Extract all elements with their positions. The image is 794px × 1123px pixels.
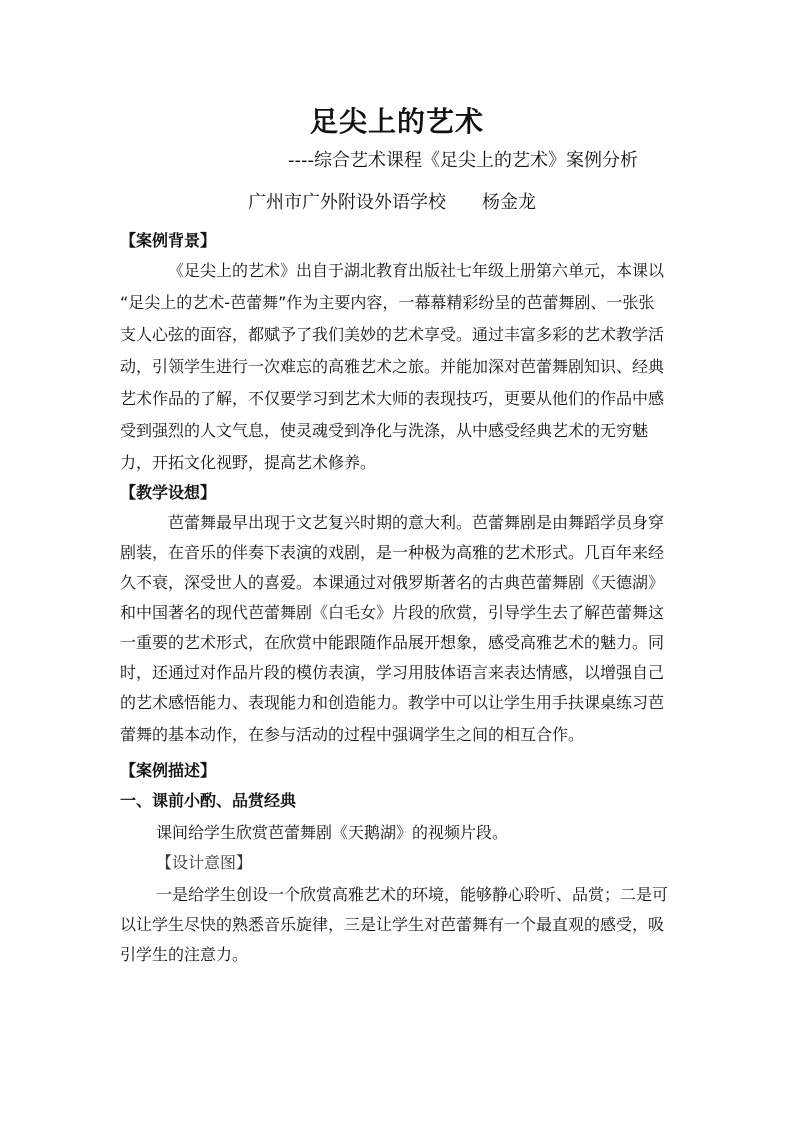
author-name: 杨金龙 <box>482 192 536 213</box>
design-line: 剧装，在音乐的伴奏下表演的戏剧，是一种极为高雅的艺术形式。几百年来经 <box>120 543 665 562</box>
description-heading: 【案例描述】 <box>120 761 217 780</box>
background-line: 动，引领学生进行一次难忘的高雅艺术之旅。并能加深对芭蕾舞剧知识、经典 <box>120 357 665 376</box>
design-line: 芭蕾舞最早出现于文艺复兴时期的意大利。芭蕾舞剧是由舞蹈学员身穿 <box>168 513 665 532</box>
design-heading: 【教学设想】 <box>120 483 217 502</box>
school-name: 广州市广外附设外语学校 <box>248 192 446 213</box>
background-line: 支人心弦的面容，都赋予了我们美妙的艺术享受。通过丰富多彩的艺术教学活 <box>120 325 665 344</box>
background-line: 受到强烈的人文气息，使灵魂受到净化与洗涤，从中感受经典艺术的无穷魅 <box>120 421 649 440</box>
background-line: 《足尖上的艺术》出自于湖北教育出版社七年级上册第六单元，本课以 <box>168 261 665 280</box>
author-line <box>248 188 536 214</box>
background-heading: 【案例背景】 <box>120 231 217 250</box>
document-subtitle: ----综合艺术课程《足尖上的艺术》案例分析 <box>288 150 638 171</box>
intent-heading: 【设计意图】 <box>156 853 253 872</box>
background-line: 力，开拓文化视野，提高艺术修养。 <box>120 453 377 472</box>
document-title: 足尖上的艺术 <box>309 105 484 138</box>
part1-heading: 一、课前小酌、品赏经典 <box>120 791 297 810</box>
intent-line: 引学生的注意力。 <box>120 945 249 964</box>
intent-line: 以让学生尽快的熟悉音乐旋律，三是让学生对芭蕾舞有一个最直观的感受，吸 <box>120 915 665 934</box>
design-line: 时，还通过对作品片段的模仿表演，学习用肢体语言来表达情感，以增强自己 <box>120 663 665 682</box>
part1-text: 课间给学生欣赏芭蕾舞剧《天鹅湖》的视频片段。 <box>156 823 509 842</box>
design-line: 蕾舞的基本动作，在参与活动的过程中强调学生之间的相互合作。 <box>120 725 585 744</box>
design-line: 和中国著名的现代芭蕾舞剧《白毛女》片段的欣赏，引导学生去了解芭蕾舞这 <box>120 603 665 622</box>
background-line: 艺术作品的了解，不仅要学习到艺术大师的表现技巧，更要从他们的作品中感 <box>120 389 665 408</box>
design-line: 的艺术感悟能力、表现能力和创造能力。教学中可以让学生用手扶课桌练习芭 <box>120 693 665 712</box>
background-line: “足尖上的艺术-芭蕾舞”作为主要内容，一幕幕精彩纷呈的芭蕾舞剧、一张张 <box>120 293 655 312</box>
intent-line: 一是给学生创设一个欣赏高雅艺术的环境，能够静心聆听、品赏；二是可 <box>156 885 669 904</box>
design-line: 一重要的艺术形式，在欣赏中能跟随作品展开想象，感受高雅艺术的魅力。同 <box>120 633 665 652</box>
design-line: 久不衰，深受世人的喜爱。本课通过对俄罗斯著名的古典芭蕾舞剧《天德湖》 <box>120 573 665 592</box>
